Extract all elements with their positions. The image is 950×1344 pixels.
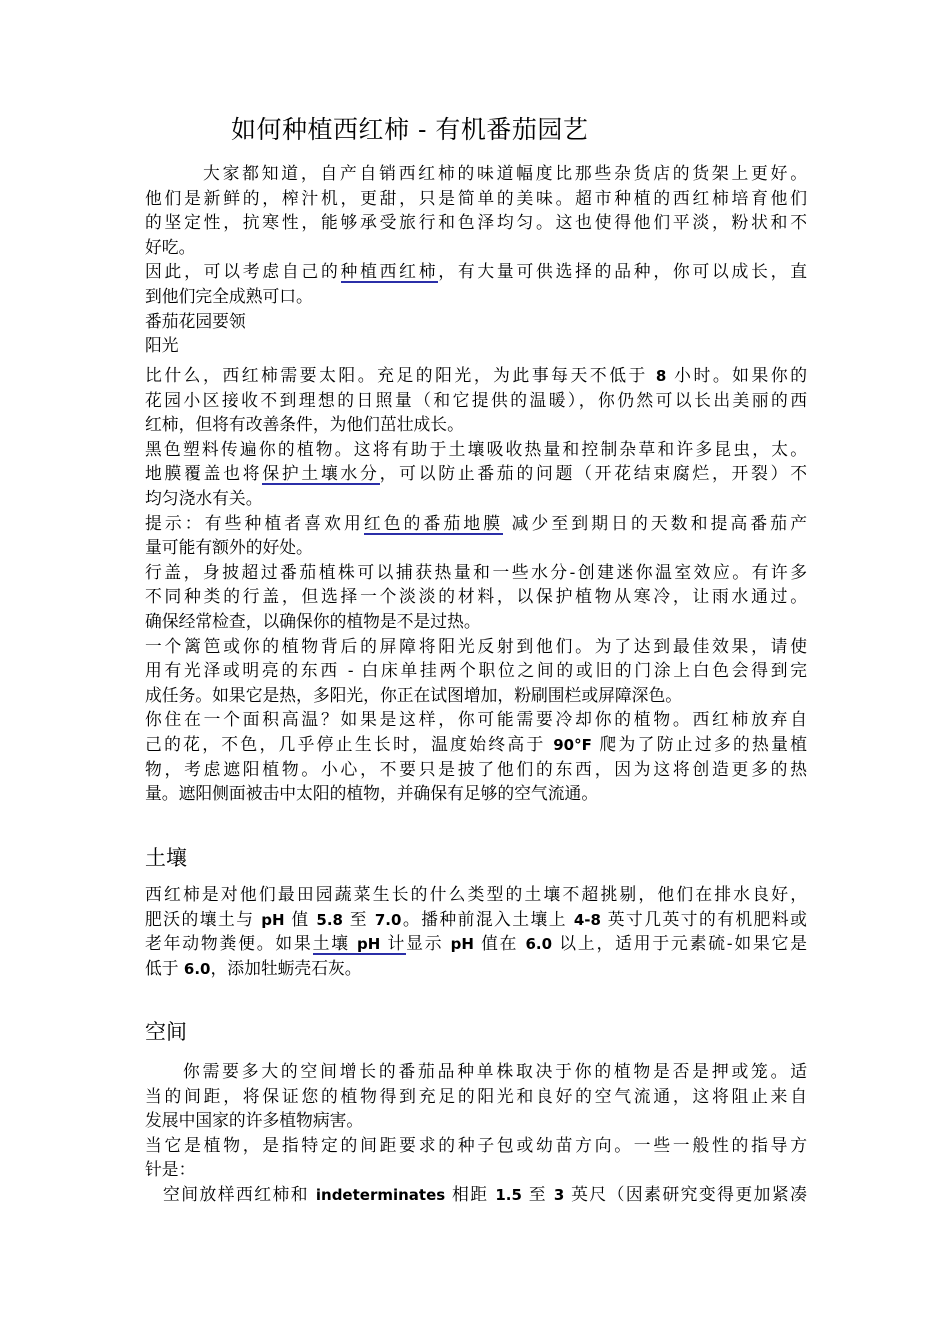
number-value: 5.8 — [316, 910, 343, 929]
text-span: 地膜覆盖也将 — [145, 463, 263, 484]
number-value: 7.0 — [374, 910, 402, 929]
paragraph-line: 西红柿是对他们最田园蔬菜生长的什么类型的土壤不超挑剔，他们在排水良好， — [145, 884, 807, 904]
paragraph-line: 针是： — [145, 1159, 196, 1180]
intro-section — [145, 161, 807, 358]
paragraph-line: 当它是植物，是指特定的间距要求的种子包或幼苗方向。一些一般性的指导方 — [145, 1134, 807, 1155]
space-heading: 空间 — [145, 1020, 187, 1044]
paragraph-line: 不同种类的行盖，但选择一个淡淡的材料，以保护植物从寒冷，让雨水通过。 — [145, 586, 807, 607]
text-span: 比什么，西红柿需要太阳。充足的阳光，为此事每天不低于 — [145, 365, 648, 385]
paragraph-line — [145, 1182, 807, 1207]
paragraph-line: 当的间距，将保证您的植物得到充足的阳光和良好的空气流通，这将阻止来自 — [145, 1085, 807, 1106]
text-span: 值 — [291, 908, 310, 929]
ph-label: pH — [450, 935, 474, 954]
paragraph-line — [145, 907, 807, 932]
paragraph-line — [145, 511, 807, 536]
paragraph-line: 成任务。如果它是热，多阳光，你正在试图增加，粉刷围栏或屏障深色。 — [145, 684, 683, 705]
space-section — [145, 1059, 807, 1207]
term-indeterminates: indeterminates — [315, 1185, 446, 1204]
link-text: 计 — [387, 933, 407, 954]
number-value: 1.5 — [495, 1185, 522, 1204]
paragraph-line: 黑色塑料传遍你的植物。这将有助于土壤吸收热量和控制杂草和许多昆虫，太。 — [145, 438, 807, 459]
paragraph-line: 好吃。 — [145, 236, 196, 257]
number-value: 4-8 — [573, 910, 601, 929]
link-text: 土壤 — [312, 933, 350, 954]
ph-label: pH — [261, 910, 285, 929]
text-span: 低于 — [145, 957, 179, 978]
paragraph-line: 到他们完全成熟可口。 — [145, 285, 313, 306]
text-span: 至 — [528, 1183, 547, 1204]
text-span: 英寸几英寸的有机肥料或 — [607, 908, 807, 929]
paragraph-line: 的坚定性，抗寒性，能够承受旅行和色泽均匀。这也使得他们平淡，粉状和不 — [145, 212, 807, 233]
paragraph-line: 用有光泽或明亮的东西 - 白床单挂两个职位之间的或旧的门涂上白色会得到完 — [145, 660, 807, 681]
paragraph-line: 他们是新鲜的，榨汁机，更甜，只是简单的美味。超市种植的西红柿培育他们 — [145, 187, 807, 208]
paragraph-line: 你住在一个面积高温？如果是这样，你可能需要冷却你的植物。西红柿放弃自 — [145, 709, 807, 730]
grow-tomatoes-link[interactable]: 种植西红柿 — [340, 261, 439, 282]
paragraph-line: 均匀浇水有关。 — [145, 487, 263, 508]
text-span: 显示 — [406, 933, 444, 954]
number-value: 8 — [655, 367, 667, 385]
text-span: ，有大量可供选择的品种，你可以成长，直 — [438, 261, 807, 282]
paragraph-line: 物，考虑遮阳植物。小心，不要只是披了他们的东西，因为这将创造更多的热 — [145, 758, 807, 779]
text-span: 值在 — [481, 933, 519, 954]
paragraph-line: 红柿，但将有改善条件，为他们茁壮成长。 — [145, 414, 464, 435]
text-span: 小时。如果你的 — [674, 365, 807, 385]
paragraph-line: 量可能有额外的好处。 — [145, 537, 313, 558]
text-span: 以上，适用于元素硫-如果它是 — [559, 933, 807, 954]
paragraph-line — [145, 363, 807, 388]
paragraph-line: 一个篱笆或你的植物背后的屏障将阳光反射到他们。为了达到最佳效果，请使 — [145, 635, 807, 656]
paragraph-line — [145, 259, 807, 284]
temperature-value: 90°F — [553, 735, 592, 754]
paragraph-line — [145, 956, 807, 981]
section-label: 阳光 — [145, 335, 179, 356]
soil-heading: 土壤 — [145, 846, 187, 870]
ph-label: pH — [357, 935, 381, 954]
text-span: 肥沃的壤土与 — [145, 908, 255, 929]
text-span: 英尺（因素研究变得更加紧凑 — [571, 1183, 807, 1204]
number-value: 6.0 — [183, 959, 211, 978]
paragraph-line: 你需要多大的空间增长的番茄品种单株取决于你的植物是否是押或笼。适 — [183, 1061, 807, 1081]
soil-section — [145, 882, 807, 980]
paragraph-line: 量。遮阳侧面被击中太阳的植物，并确保有足够的空气流通。 — [145, 783, 599, 804]
paragraph-line — [145, 732, 807, 757]
paragraph-line — [145, 461, 807, 486]
protect-soil-moisture-link[interactable]: 保护土壤水分 — [262, 463, 380, 484]
paragraph-line: 行盖，身披超过番茄植株可以捕获热量和一些水分-创建迷你温室效应。有许多 — [145, 561, 807, 582]
soil-ph-meter-link[interactable] — [313, 933, 407, 955]
text-span: 减少至到期日的天数和提高番茄产 — [511, 512, 807, 533]
paragraph-line: 发展中国家的许多植物病害。 — [145, 1110, 364, 1131]
paragraph-line: 确保经常检查，以确保你的植物是不是过热。 — [145, 610, 481, 631]
sunlight-section — [145, 363, 807, 806]
text-span: 相距 — [452, 1183, 489, 1204]
text-span: 。播种前混入土壤上 — [401, 908, 568, 929]
number-value: 6.0 — [525, 935, 553, 954]
text-span: 老年动物粪便。如果 — [145, 933, 313, 954]
text-span: ，添加牡蛎壳石灰。 — [210, 957, 362, 978]
page-title: 如何种植西红柿 - 有机番茄园艺 — [231, 115, 589, 144]
text-span: 至 — [349, 908, 369, 929]
number-value: 3 — [553, 1185, 565, 1204]
paragraph-line — [145, 931, 807, 956]
text-span: 提示：有些种植者喜欢用 — [145, 512, 364, 533]
red-tomato-mulch-link[interactable]: 红色的番茄地膜 — [363, 512, 504, 533]
text-span: 己的花，不色，几乎停止生长时，温度始终高于 — [145, 733, 546, 754]
paragraph-line: 花园小区接收不到理想的日照量（和它提供的温暖），你仍然可以长出美丽的西 — [145, 389, 807, 410]
text-span: 空间放样西红柿和 — [163, 1183, 310, 1204]
paragraph-line: 大家都知道，自产自销西红柿的味道幅度比那些杂货店的货架上更好。 — [203, 163, 807, 183]
text-span: ，可以防止番茄的问题（开花结束腐烂，开裂）不 — [379, 463, 807, 484]
text-span: 因此，可以考虑自己的 — [145, 261, 341, 282]
text-span: 爬为了防止过多的热量植 — [599, 733, 807, 754]
section-label: 番茄花园要领 — [145, 310, 246, 331]
